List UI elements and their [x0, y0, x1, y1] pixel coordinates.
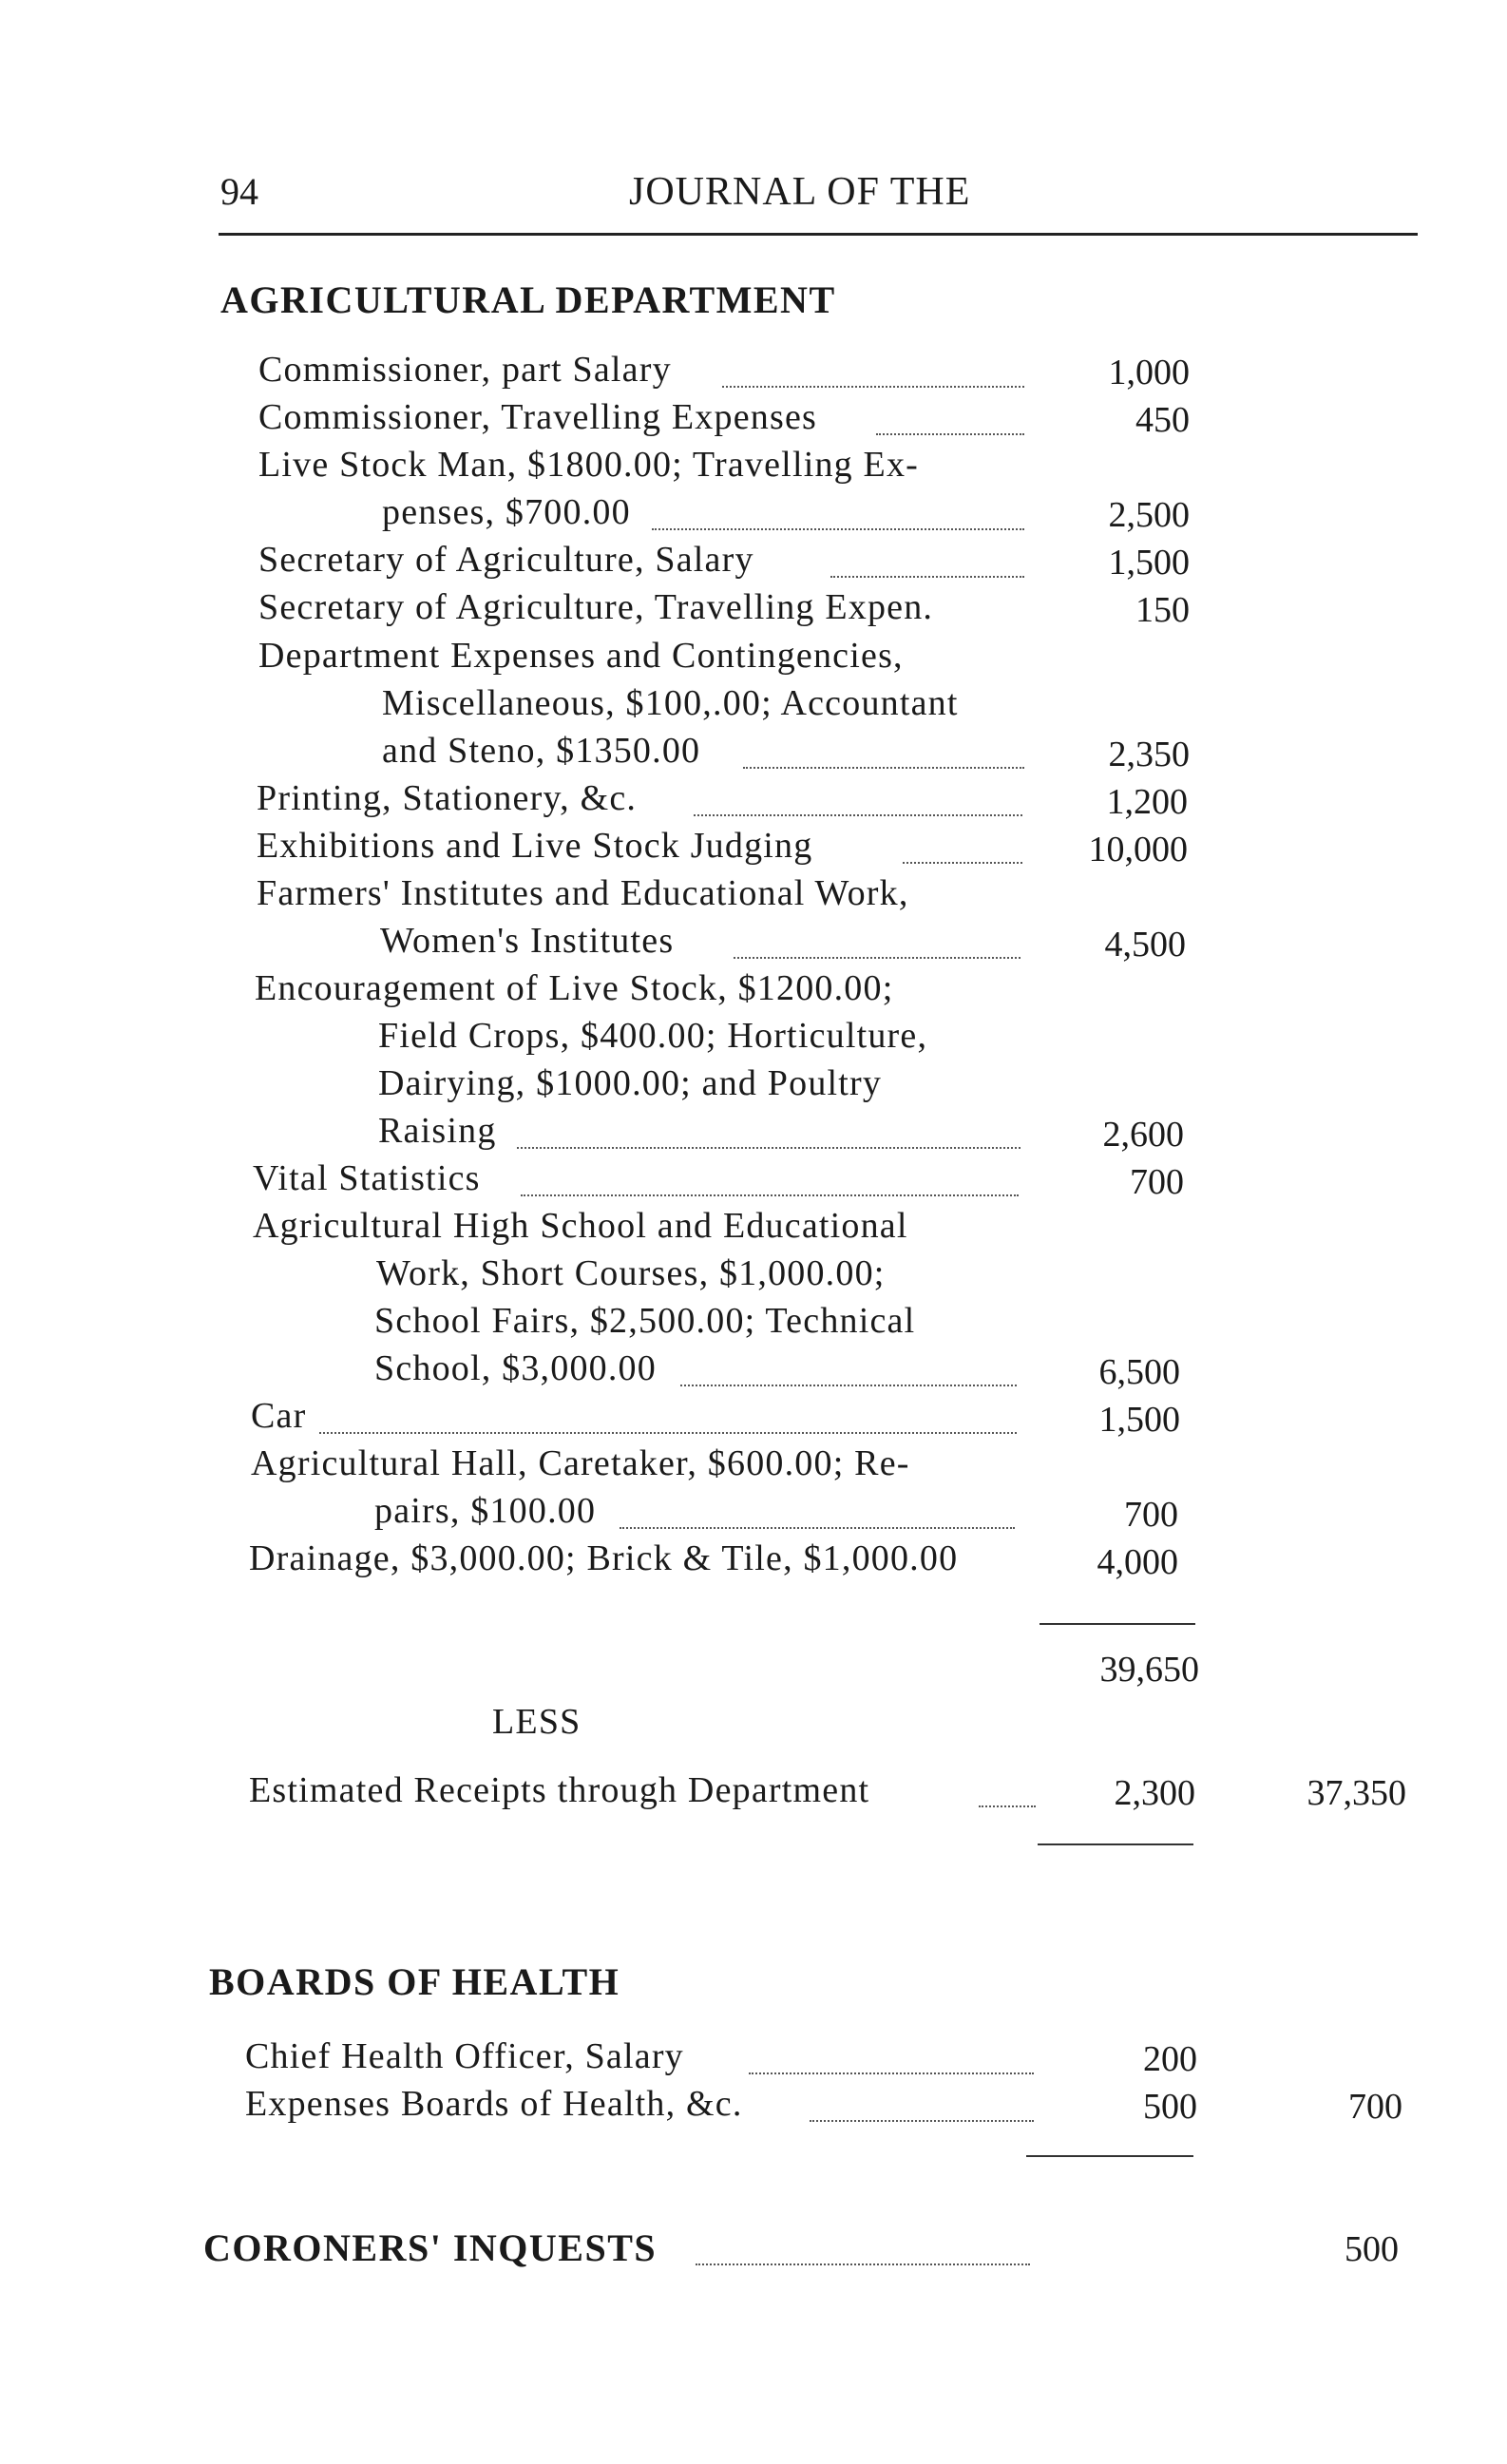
- dot-leader: [517, 1147, 1021, 1149]
- line-item: Farmers' Institutes and Educational Work,: [257, 873, 909, 913]
- line-item: Car: [251, 1396, 307, 1436]
- amount: 150: [1135, 590, 1190, 630]
- amount: 2,600: [1102, 1115, 1184, 1155]
- amount: 1,200: [1106, 782, 1188, 822]
- amount: 2,350: [1108, 735, 1190, 774]
- line-item: Expenses Boards of Health, &c.: [245, 2084, 743, 2124]
- receipts-line: Estimated Receipts through Department: [249, 1770, 870, 1810]
- dot-leader: [521, 1194, 1019, 1196]
- amount: 6,500: [1098, 1352, 1180, 1392]
- line-item: Live Stock Man, $1800.00; Travelling Ex-: [258, 445, 920, 485]
- dot-leader: [620, 1527, 1015, 1529]
- page-number: 94: [220, 170, 258, 213]
- less-label: LESS: [492, 1702, 582, 1742]
- total-rule: [1026, 2155, 1193, 2157]
- line-item: Secretary of Agriculture, Travelling Expen.: [258, 587, 934, 627]
- health-total: 700: [1348, 2087, 1402, 2127]
- line-item: Printing, Stationery, &c.: [257, 778, 638, 818]
- amount: 450: [1135, 400, 1190, 440]
- amount: 1,000: [1108, 353, 1190, 392]
- line-item: pairs, $100.00: [374, 1491, 597, 1531]
- line-item: and Steno, $1350.00: [382, 731, 701, 771]
- dot-leader: [694, 814, 1022, 816]
- dot-leader: [734, 957, 1021, 959]
- subtotal-rule: [1040, 1623, 1195, 1625]
- total-rule: [1038, 1843, 1193, 1845]
- amount: 10,000: [1088, 830, 1188, 869]
- line-item: Department Expenses and Contingencies,: [258, 636, 904, 676]
- line-item: Raising: [378, 1111, 497, 1151]
- amount: 700: [1130, 1162, 1184, 1202]
- line-item: Work, Short Courses, $1,000.00;: [376, 1253, 886, 1293]
- subtotal-amount: 39,650: [1099, 1650, 1199, 1690]
- receipts-amount: 2,300: [1114, 1773, 1195, 1813]
- net-total: 37,350: [1307, 1773, 1406, 1813]
- dot-leader: [749, 2072, 1034, 2074]
- line-item: School, $3,000.00: [374, 1348, 657, 1388]
- line-item: Commissioner, Travelling Expenses: [258, 397, 818, 437]
- dot-leader: [743, 767, 1024, 769]
- amount: 1,500: [1098, 1400, 1180, 1440]
- dot-leader: [319, 1432, 1017, 1434]
- line-item: Drainage, $3,000.00; Brick & Tile, $1,000.00: [249, 1538, 959, 1578]
- line-item: Commissioner, part Salary: [258, 350, 672, 390]
- amount: 500: [1143, 2087, 1197, 2127]
- line-item: Agricultural Hall, Caretaker, $600.00; Re-: [251, 1443, 910, 1483]
- line-item: Miscellaneous, $100,.00; Accountant: [382, 683, 959, 723]
- amount: 700: [1124, 1495, 1178, 1535]
- line-item: Encouragement of Live Stock, $1200.00;: [255, 968, 894, 1008]
- amount: 200: [1143, 2039, 1197, 2079]
- line-item: Vital Statistics: [253, 1158, 481, 1198]
- section-heading-health: BOARDS OF HEALTH: [209, 1960, 620, 2003]
- header-rule: [219, 233, 1418, 236]
- line-item: Agricultural High School and Educational: [253, 1206, 908, 1246]
- amount: 4,000: [1097, 1542, 1178, 1582]
- line-item: Dairying, $1000.00; and Poultry: [378, 1063, 883, 1103]
- line-item: School Fairs, $2,500.00; Technical: [374, 1301, 916, 1341]
- line-item: Chief Health Officer, Salary: [245, 2036, 684, 2076]
- dot-leader: [810, 2120, 1034, 2122]
- dot-leader: [652, 528, 1024, 530]
- dot-leader: [680, 1385, 1017, 1386]
- line-item: Exhibitions and Live Stock Judging: [257, 826, 813, 866]
- dot-leader: [696, 2263, 1030, 2265]
- amount: 4,500: [1104, 925, 1186, 965]
- line-item: penses, $700.00: [382, 492, 631, 532]
- dot-leader: [722, 386, 1024, 388]
- amount: 1,500: [1108, 543, 1190, 583]
- dot-leader: [830, 576, 1024, 578]
- section-heading-agricultural: AGRICULTURAL DEPARTMENT: [220, 278, 836, 321]
- section-heading-coroners: CORONERS' INQUESTS: [203, 2226, 658, 2269]
- coroners-total: 500: [1345, 2229, 1399, 2269]
- line-item: Field Crops, $400.00; Horticulture,: [378, 1016, 928, 1056]
- amount: 2,500: [1108, 495, 1190, 535]
- line-item: Women's Institutes: [380, 921, 675, 961]
- line-item: Secretary of Agriculture, Salary: [258, 540, 754, 580]
- running-title: JOURNAL OF THE: [629, 170, 971, 214]
